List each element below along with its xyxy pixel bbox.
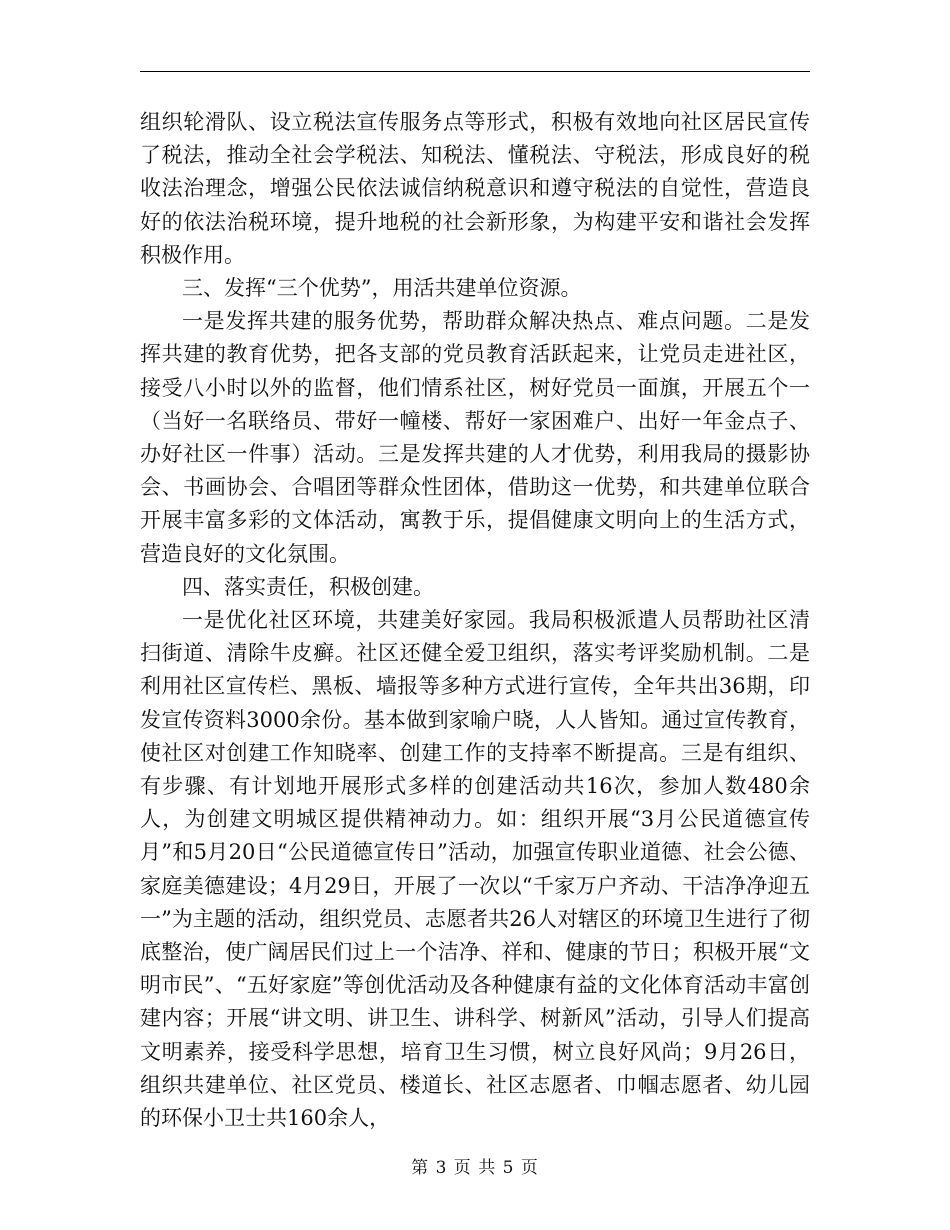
section-heading-4: 四、落实责任，积极创建。 bbox=[182, 574, 434, 599]
paragraph-3: 一是发挥共建的服务优势，帮助群众解决热点、难点问题。二是发挥共建的教育优势，把各支部的党员教育活跃起来，让党员走进社区，接受八小时以外的监督，他们情系社区，树好党员一面旗，开展五个一（当好一名联络员、带好一幢楼、帮好一家困难户、出好一年金点子、办好社区一件事）活动。三是发挥共建的人才优势，利用我局的摄影协会、书画协会、合唱团等群众性团体，借助这一优势，和共建单位联合开展丰富多彩的文体活动，寓教于乐，提倡健康文明向上的生活方式，营造良好的文化氛围。 bbox=[140, 309, 810, 566]
header-rule bbox=[140, 71, 810, 72]
document-body bbox=[140, 106, 810, 1135]
paragraph-5: 一是优化社区环境，共建美好家园。我局积极派遣人员帮助社区清扫街道、清除牛皮癣。社区还健全爱卫组织，落实考评奖励机制。二是利用社区宣传栏、黑板、墙报等多种方式进行宣传，全年共出36期，印发宣传资料3000余份。基本做到家喻户晓，人人皆知。通过宣传教育，使社区对创建工作知晓率、创建工作的支持率不断提高。三是有组织、有步骤、有计划地开展形式多样的创建活动共16次，参加人数480余人，为创建文明城区提供精神动力。如：组织开展“3月公民道德宣传月”和5月20日“公民道德宣传日”活动，加强宣传职业道德、社会公德、家庭美德建设；4月29日，开展了一次以“千家万户齐动、干洁净净迎五一”为主题的活动，组织党员、志愿者共26人对辖区的环境卫生进行了彻底整治，使广阔居民们过上一个洁净、祥和、健康的节日；积极开展“文明市民”、“五好家庭”等创优活动及各种健康有益的文化体育活动丰富创建内容；开展“讲文明、讲卫生、讲科学、树新风”活动，引导人们提高文明素养，接受科学思想，培育卫生习惯，树立良好风尚；9月26日，组织共建单位、社区党员、楼道长、社区志愿者、巾帼志愿者、幼儿园的环保小卫士共160余人， bbox=[140, 608, 810, 1131]
paragraph-1: 组织轮滑队、设立税法宣传服务点等形式，积极有效地向社区居民宣传了税法，推动全社会学税法、知税法、懂税法、守税法，形成良好的税收法治理念，增强公民依法诚信纳税意识和遵守税法的自觉性，营造良好的依法治税环境，提升地税的社会新形象，为构建平安和谐社会发挥积极作用。 bbox=[140, 110, 810, 267]
page-number-footer: 第 3 页 共 5 页 bbox=[411, 1158, 539, 1178]
section-heading-3: 三、发挥“三个优势”，用活共建单位资源。 bbox=[182, 276, 582, 301]
